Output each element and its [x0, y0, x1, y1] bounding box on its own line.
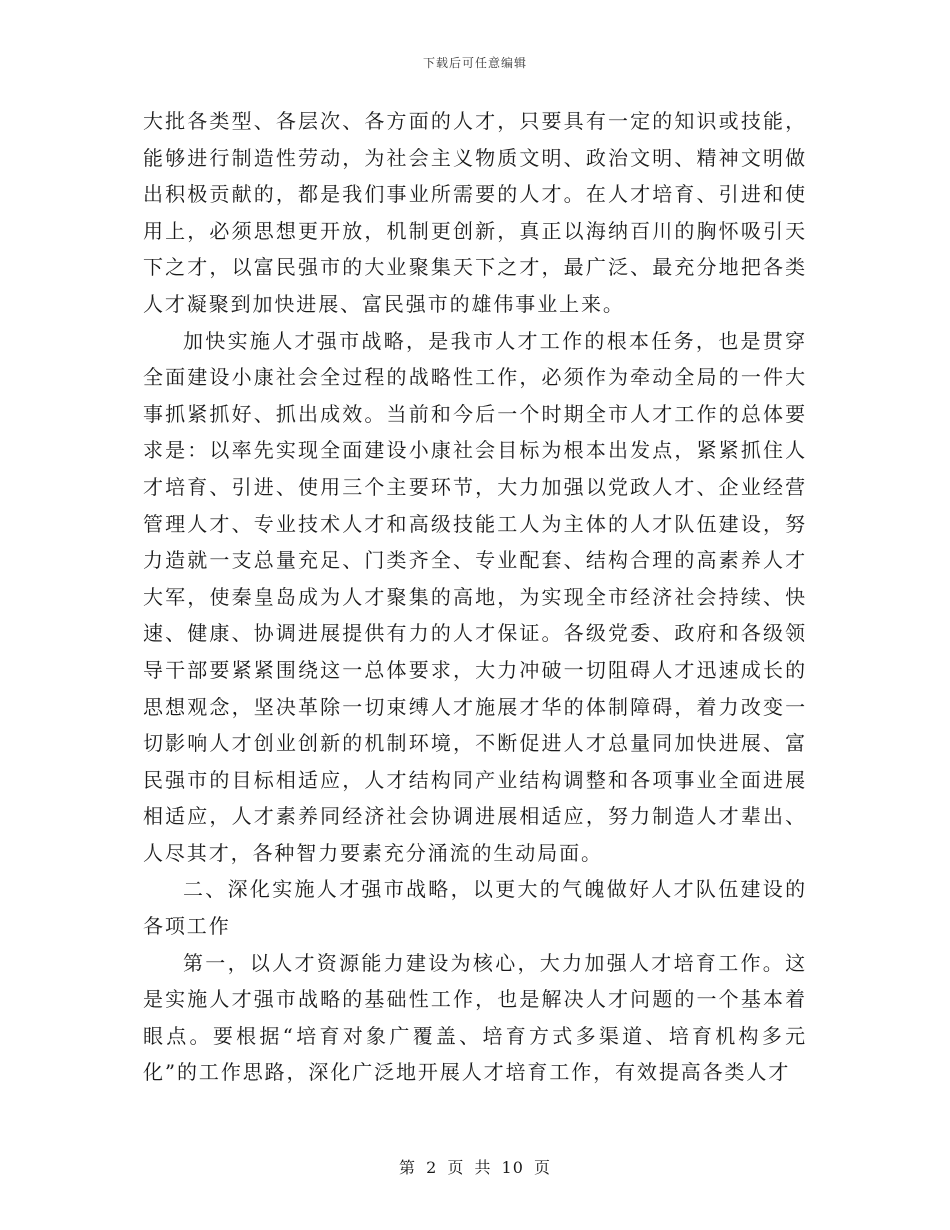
page-number-footer: 第 2 页 共 10 页 — [399, 1158, 551, 1177]
section-heading-2: 二、深化实施人才强市战略，以更大的气魄做好人才队伍建设的各项工作 — [143, 877, 807, 939]
paragraph-1: 大批各类型、各层次、各方面的人才，只要具有一定的知识或技能，能够进行制造性劳动，为社会主义物质文明、政治文明、精神文明做出积极贡献的，都是我们事业所需要的人才。在人才培育、引进和使用上，必须思想更开放，机制更创新，真正以海纳百川的胸怀吸引天下之才，以富民强市的大业聚集天下之才，最广泛、最充分地把各类人才凝聚到加快进展、富民强市的雄伟事业上来。 — [143, 109, 807, 316]
paragraph-3: 第一，以人才资源能力建设为核心，大力加强人才培育工作。这是实施人才强市战略的基础性工作，也是解决人才问题的一个基本着眼点。要根据“培育对象广覆盖、培育方式多渠道、培育机构多元化”的工作思路，深化广泛地开展人才培育工作，有效提高各类人才 — [143, 950, 807, 1085]
paragraph-2: 加快实施人才强市战略，是我市人才工作的根本任务，也是贯穿全面建设小康社会全过程的战略性工作，必须作为牵动全局的一件大事抓紧抓好、抓出成效。当前和今后一个时期全市人才工作的总体要求是：以率先实现全面建设小康社会目标为根本出发点，紧紧抓住人才培育、引进、使用三个主要环节，大力加强以党政人才、企业经营管理人才、专业技术人才和高级技能工人为主体的人才队伍建设，努力造就一支总量充足、门类齐全、专业配套、结构合理的高素养人才大军，使秦皇岛成为人才聚集的高地，为实现全市经济社会持续、快速、健康、协调进展提供有力的人才保证。各级党委、政府和各级领导干部要紧紧围绕这一总体要求，大力冲破一切阻碍人才迅速成长的思想观念，坚决革除一切束缚人才施展才华的体制障碍，着力改变一切影响人才创业创新的机制环境，不断促进人才总量同加快进展、富民强市的目标相适应，人才结构同产业结构调整和各项事业全面进展相适应，人才素养同经济社会协调进展相适应，努力制造人才辈出、人尽其才，各种智力要素充分涌流的生动局面。 — [143, 328, 807, 865]
document-body — [143, 103, 807, 1091]
page-header-note: 下载后可任意编辑 — [422, 56, 527, 70]
